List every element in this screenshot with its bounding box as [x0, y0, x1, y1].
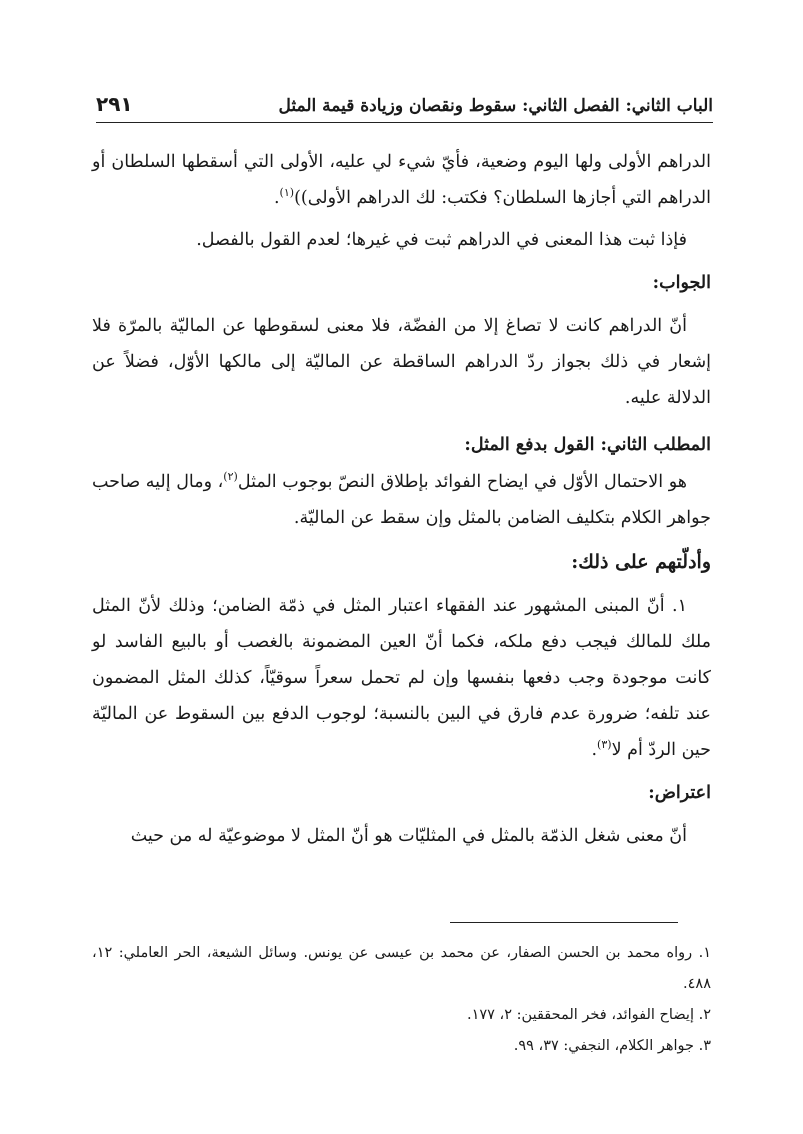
paragraph-5 [92, 588, 711, 768]
running-title: الباب الثاني: الفصل الثاني: سقوط ونقصان وزيادة قيمة المثل [278, 96, 713, 116]
footnotes [92, 938, 711, 1062]
main-text [92, 144, 711, 854]
answer-heading: الجواب: [652, 273, 711, 293]
page-number: ٢٩١ [96, 92, 133, 116]
footnote-3: ٣. جواهر الكلام، النجفي: ٣٧، ٩٩. [513, 1038, 711, 1054]
footnote-ref-1: (١) [279, 186, 295, 200]
paragraph-3: أنّ الدراهم كانت لا تصاغ إلا من الفضّة، فلا معنى لسقوطها عن الماليّة بالمرّة فلا إشعار في ذلك بجواز ردّ الدراهم الساقطة عن الماليّة إلى مالكها الأوّل، فضلاً عن الدلالة عليه. [92, 316, 711, 408]
section-heading: المطلب الثاني: القول بدفع المثل: [464, 435, 711, 455]
page-header [96, 82, 713, 123]
paragraph-5-end: . [591, 740, 598, 760]
evidence-heading: وأدلّتهم على ذلك: [571, 551, 711, 573]
paragraph-4-text-a: هو الاحتمال الأوّل في ايضاح الفوائد بإطلاق النصّ بوجوب المثل [237, 472, 687, 492]
paragraph-2: فإذا ثبت هذا المعنى في الدراهم ثبت في غيرها؛ لعدم القول بالفصل. [196, 230, 687, 250]
footnote-ref-2: (٢) [223, 470, 238, 484]
paragraph-5-text: ١. أنّ المبنى المشهور عند الفقهاء اعتبار المثل في ذمّة الضامن؛ وذلك لأنّ المثل ملك للمالك فيجب دفع ملكه، فكما أنّ العين المضمونة بالغصب أو بالبيع الفاسد لو كانت موجودة وجب دفعها بنفسها وإن لم تحمل سعراً سوقيّاً، كذلك المثل المضمون عند تلفه؛ ضرورة عدم فارق في البين بالنسبة؛ لوجوب الدفع بين السقوط عن الماليّة حين الردّ أم لا [92, 596, 711, 760]
footnote-divider [450, 922, 678, 923]
paragraph-1: الدراهم الأولى ولها اليوم وضعية، فأيّ شيء لي عليه، الأولى التي أسقطها السلطان أو الدراهم التي أجازها السلطان؟ فكتب: لك الدراهم الأولى))$^{(١)}$. [92, 152, 711, 208]
footnote-2: ٢. إيضاح الفوائد، فخر المحققين: ٢، ١٧٧. [466, 1007, 711, 1023]
objection-heading: اعتراض: [648, 783, 711, 803]
footnote-ref-3: (٣) [597, 738, 612, 752]
paragraph-1-text: الدراهم الأولى ولها اليوم وضعية، فأيّ شيء لي عليه، الأولى التي أسقطها السلطان أو الدراهم التي أجازها السلطان؟ فكتب: لك الدراهم الأولى)) [92, 152, 711, 208]
footnote-1: ١. رواه محمد بن الحسن الصفار، عن محمد بن عيسى عن يونس. وسائل الشيعة، الحر العاملي: ١٢، ٤٨٨. [92, 945, 711, 992]
paragraph-4 [92, 464, 711, 536]
paragraph-4-text-b: ، ومال إليه صاحب جواهر الكلام بتكليف الضامن بالمثل وإن سقط عن الماليّة. [92, 472, 711, 528]
paragraph-6: أنّ معنى شغل الذمّة بالمثل في المثليّات هو أنّ المثل لا موضوعيّة له من حيث [130, 826, 687, 846]
